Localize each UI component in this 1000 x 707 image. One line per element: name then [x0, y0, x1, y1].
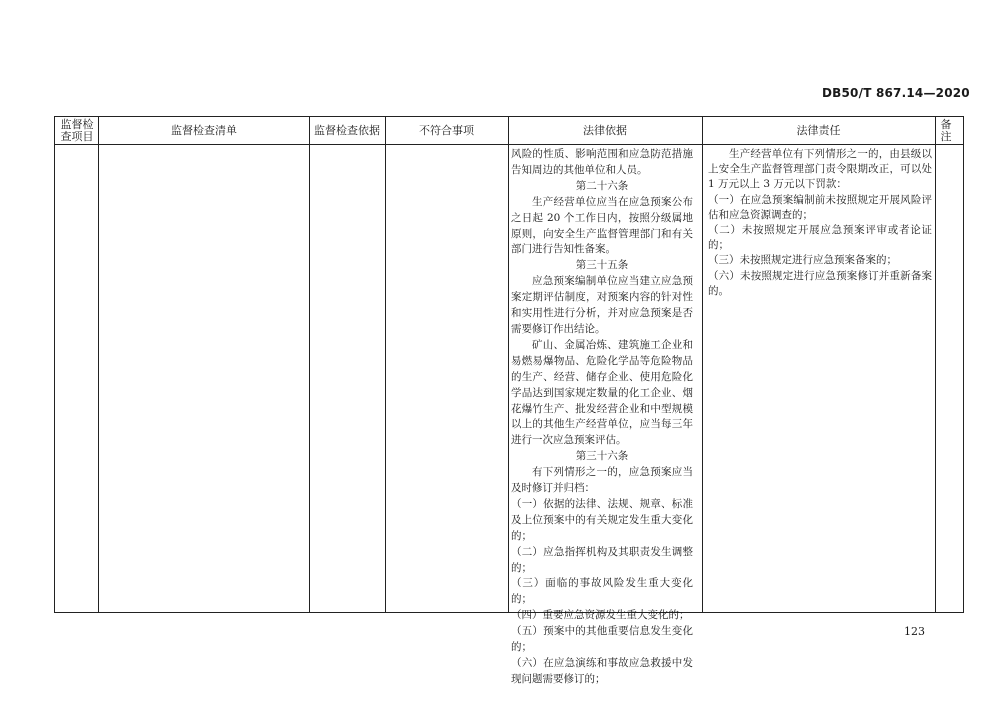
law-paragraph: （二）应急指挥机构及其职责发生调整的；: [511, 545, 693, 574]
law-paragraph: 有下列情形之一的，应急预案应当及时修订并归档：: [511, 466, 693, 495]
header-remark: 备注: [940, 117, 952, 143]
resp-paragraph: 生产经营单位有下列情形之一的，由县级以上安全生产监督管理部门责令限期改正，可以处 1 万元以上 3 万元以下罚款：: [708, 148, 932, 191]
law-paragraph: 应急预案编制单位应当建立应急预案定期评估制度，对预案内容的针对性和实用性进行分析，并对应急预案是否需要修订作出结论。: [511, 275, 693, 335]
law-paragraph: （三）面临的事故风险发生重大变化的；: [511, 577, 693, 606]
column-divider: [309, 117, 310, 612]
column-divider: [508, 117, 509, 612]
header-item: 监督检查项目: [60, 117, 94, 143]
resp-paragraph: （二）未按照规定开展应急预案评审或者论证的；: [708, 224, 932, 252]
header-resp: 法律责任: [796, 123, 841, 137]
law-paragraph: （六）在应急演练和事故应急救援中发现问题需要修订的；: [511, 657, 693, 685]
law-paragraph: （五）预案中的其他重要信息发生变化的；: [511, 625, 693, 654]
header-checklist: 监督检查清单: [171, 123, 237, 137]
law-paragraph: （一）依据的法律、法规、规章、标准及上位预案中的有关规定发生重大变化的；: [511, 497, 693, 542]
column-divider: [702, 117, 703, 612]
law-paragraph: 风险的性质、影响范围和应急防范措施告知周边的其他单位和人员。: [511, 148, 693, 176]
column-divider: [385, 117, 386, 612]
resp-paragraph: （一）在应急预案编制前未按照规定开展风险评估和应急资源调查的；: [708, 193, 932, 221]
law-article-heading: 第三十六条: [575, 450, 629, 463]
resp-paragraph: （六）未按照规定进行应急预案修订并重新备案的。: [708, 269, 932, 297]
table-header: [55, 117, 963, 145]
law-article-heading: 第二十六条: [575, 179, 629, 192]
column-divider: [98, 117, 99, 612]
law-paragraph: 生产经营单位应当在应急预案公布之日起 20 个工作日内，按照分级属地原则，向安全生产监督管理部门和有关部门进行告知性备案。: [511, 195, 693, 256]
column-divider: [935, 117, 936, 612]
law-paragraph: （四）重要应急资源发生重大变化的；: [511, 609, 690, 622]
legal-responsibility-cell: [708, 147, 932, 299]
law-basis-cell: [511, 147, 693, 688]
law-article-heading: 第三十五条: [575, 259, 629, 272]
law-paragraph: 矿山、金属冶炼、建筑施工企业和易燃易爆物品、危险化学品等危险物品的生产、经营、储存企业、使用危险化学品达到国家规定数量的化工企业、烟花爆竹生产、批发经营企业和中型规模以上的其他生产经营单位，应当每三年进行一次应急预案评估。: [511, 338, 693, 447]
resp-paragraph: （三）未按照规定进行应急预案备案的；: [708, 254, 897, 267]
header-basis: 监督检查依据: [314, 123, 380, 137]
document-code: DB50/T 867.14—2020: [822, 86, 970, 100]
header-law: 法律依据: [583, 123, 627, 137]
header-nonconform: 不符合事项: [419, 123, 474, 137]
page-number: 123: [904, 625, 925, 638]
